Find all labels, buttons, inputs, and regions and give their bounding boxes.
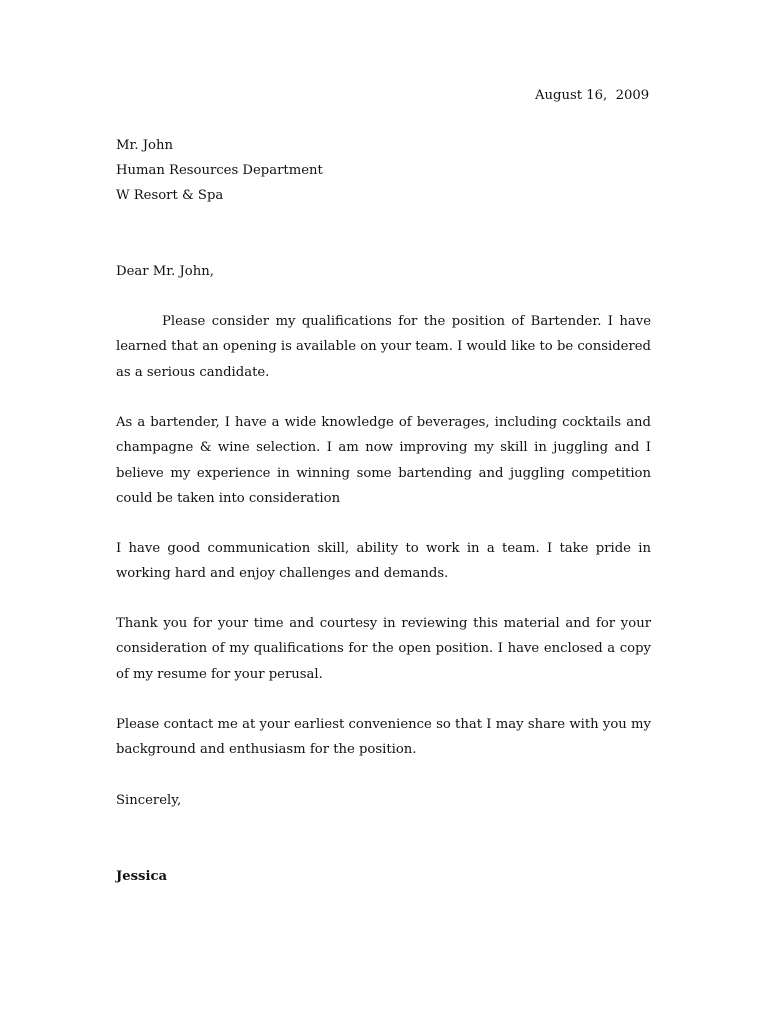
body-paragraph-3: I have good communication skill, ability to work in a team. I take pride in working hard and enjoy challenges and demands. bbox=[116, 541, 651, 582]
body-paragraph-4: Thank you for your time and courtesy in reviewing this material and for your consideration of my qualifications for the open position. I have enclosed a copy of my resume for your perusal. bbox=[116, 616, 651, 682]
body-paragraph-2: As a bartender, I have a wide knowledge of beverages, including cocktails and champagne & wine selection. I am now improving my skill in juggling and I believe my experience in winning some bartending and juggling competition could be taken into consideration bbox=[116, 415, 651, 506]
recipient-company: W Resort & Spa bbox=[116, 188, 224, 203]
signature-name: Jessica bbox=[116, 869, 168, 884]
salutation: Dear Mr. John, bbox=[116, 264, 214, 279]
recipient-department: Human Resources Department bbox=[116, 163, 323, 178]
recipient-name: Mr. John bbox=[116, 138, 173, 153]
letter-date: August 16, 2009 bbox=[535, 88, 650, 103]
closing: Sincerely, bbox=[116, 793, 182, 808]
body-paragraph-5: Please contact me at your earliest convenience so that I may share with you my background and enthusiasm for the position. bbox=[116, 717, 651, 758]
body-paragraph-1: Please consider my qualifications for the position of Bartender. I have learned that an opening is available on your team. I would like to be considered as a serious candidate. bbox=[116, 314, 651, 380]
